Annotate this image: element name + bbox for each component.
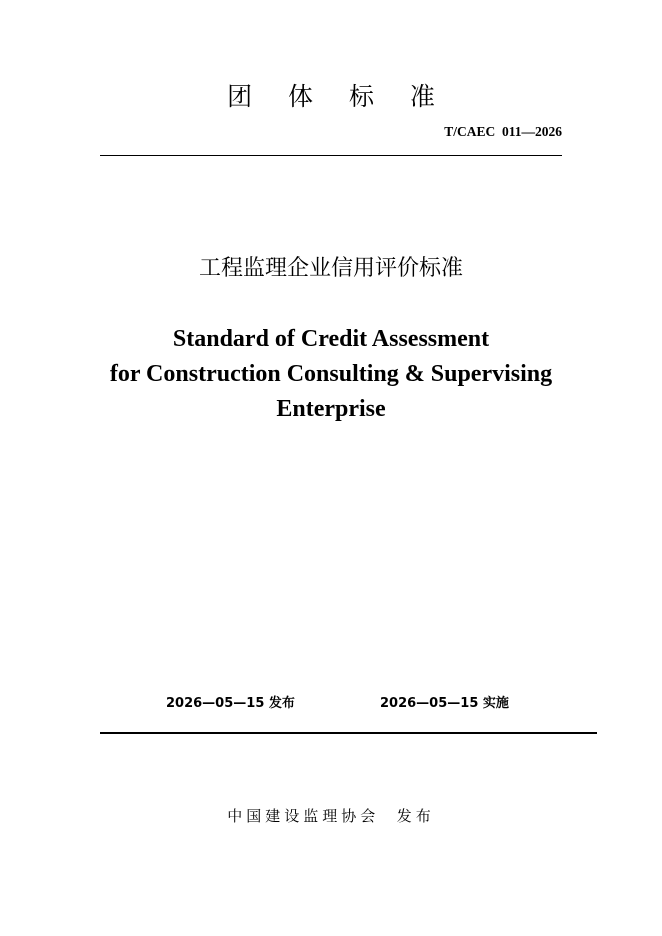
title-english-line-1: Standard of Credit Assessment bbox=[172, 326, 490, 352]
title-english bbox=[0, 322, 662, 427]
title-english-line-2: for Construction Consulting & Supervising bbox=[109, 361, 553, 387]
bottom-divider bbox=[100, 732, 597, 734]
title-chinese: 工程监理企业信用评价标准 bbox=[198, 256, 463, 281]
title-english-line-3: Enterprise bbox=[276, 396, 386, 422]
effective-date: 2026—05—15 实施 bbox=[380, 696, 509, 711]
document-category: 团 体 标 准 bbox=[227, 82, 449, 111]
publish-date: 2026—05—15 发布 bbox=[166, 696, 295, 711]
standard-number: T/CAEC 011—2026 bbox=[444, 124, 562, 139]
publisher: 中国建设监理协会 发布 bbox=[227, 807, 435, 825]
top-divider bbox=[100, 155, 562, 156]
